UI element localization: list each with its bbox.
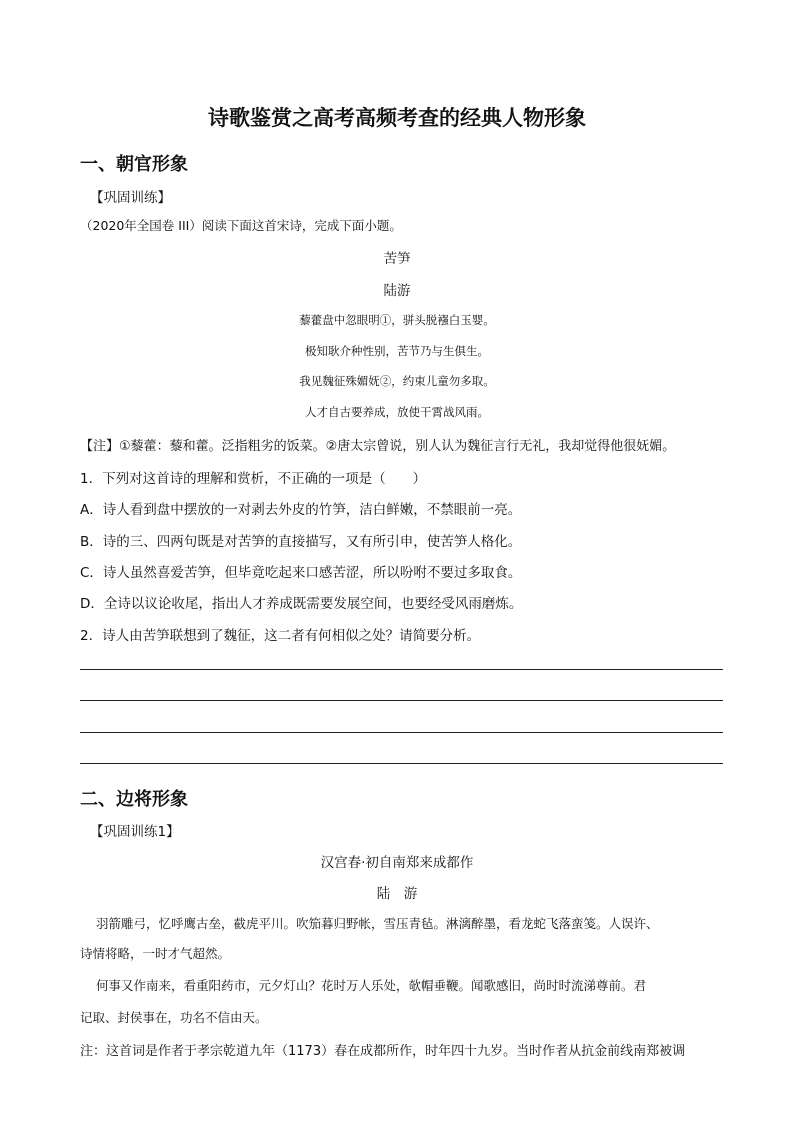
option-d: D．全诗以议论收尾，指出人才养成既需要发展空间，也要经受风雨磨炼。 (80, 596, 523, 612)
option-c: C．诗人虽然喜爱苦笋，但毕竟吃起来口感苦涩，所以吩咐不要过多取食。 (80, 565, 522, 581)
annotation-note: 注：这首词是作者于孝宗乾道九年（1173）春在成都所作，时年四十九岁。当时作者从抗金前线南郑被调 (80, 1044, 686, 1059)
answer-line[interactable] (80, 700, 723, 701)
page-title: 诗歌鉴赏之高考高频考查的经典人物形象 (208, 106, 586, 130)
option-a: A．诗人看到盘中摆放的一对剥去外皮的竹笋，洁白鲜嫩，不禁眼前一亮。 (80, 502, 522, 518)
poem-line: 人才自古要养成，放使干霄战风雨。 (305, 405, 489, 419)
option-b: B．诗的三、四两句既是对苦笋的直接描写，又有所引申，使苦笋人格化。 (80, 534, 522, 550)
practice-label: 【巩固训练】 (90, 190, 171, 206)
poem-author: 陆 游 (376, 886, 418, 902)
source-line: （2020年全国卷 III）阅读下面这首宋诗，完成下面小题。 (80, 218, 402, 233)
poem-body-line: 何事又作南来，看重阳药市，元夕灯山？花时万人乐处，欹帽垂鞭。闻歌感旧，尚时时流涕尊前。君 (96, 978, 647, 993)
poem-line: 极知耿介种性别，苦节乃与生俱生。 (305, 344, 489, 358)
section-heading: 二、边将形象 (80, 789, 188, 810)
annotation-note: 【注】①藜藿：藜和藿。泛指粗劣的饭菜。②唐太宗曾说，别人认为魏征言行无礼，我却觉得他很妩媚。 (80, 439, 676, 454)
poem-line: 我见魏征殊媚妩②，约束儿童勿多取。 (299, 374, 495, 388)
section-heading: 一、朝官形象 (80, 154, 188, 175)
poem-body-line: 记取、封侯事在，功名不信由天。 (80, 1010, 268, 1025)
poem-body-line: 羽箭雕弓，忆呼鹰古垒，截虎平川。吹笳暮归野帐，雪压青毡。淋漓醉墨，看龙蛇飞落蛮笺。人误许、 (96, 916, 659, 931)
answer-line[interactable] (80, 763, 723, 764)
poem-title: 汉宫春·初自南郑来成都作 (320, 855, 474, 871)
question-2: 2．诗人由苦笋联想到了魏征，这二者有何相似之处？请简要分析。 (80, 628, 481, 644)
question-1: 1．下列对这首诗的理解和赏析，不正确的一项是（ ） (80, 471, 427, 487)
poem-title: 苦笋 (383, 251, 411, 267)
poem-author: 陆游 (383, 283, 411, 299)
answer-line[interactable] (80, 732, 723, 733)
answer-line[interactable] (80, 669, 723, 670)
poem-body-line: 诗情将略，一时才气超然。 (80, 946, 231, 961)
poem-line: 藜藿盘中忽眼明①，骈头脱襁白玉婴。 (299, 313, 495, 327)
practice-label: 【巩固训练1】 (90, 824, 180, 840)
